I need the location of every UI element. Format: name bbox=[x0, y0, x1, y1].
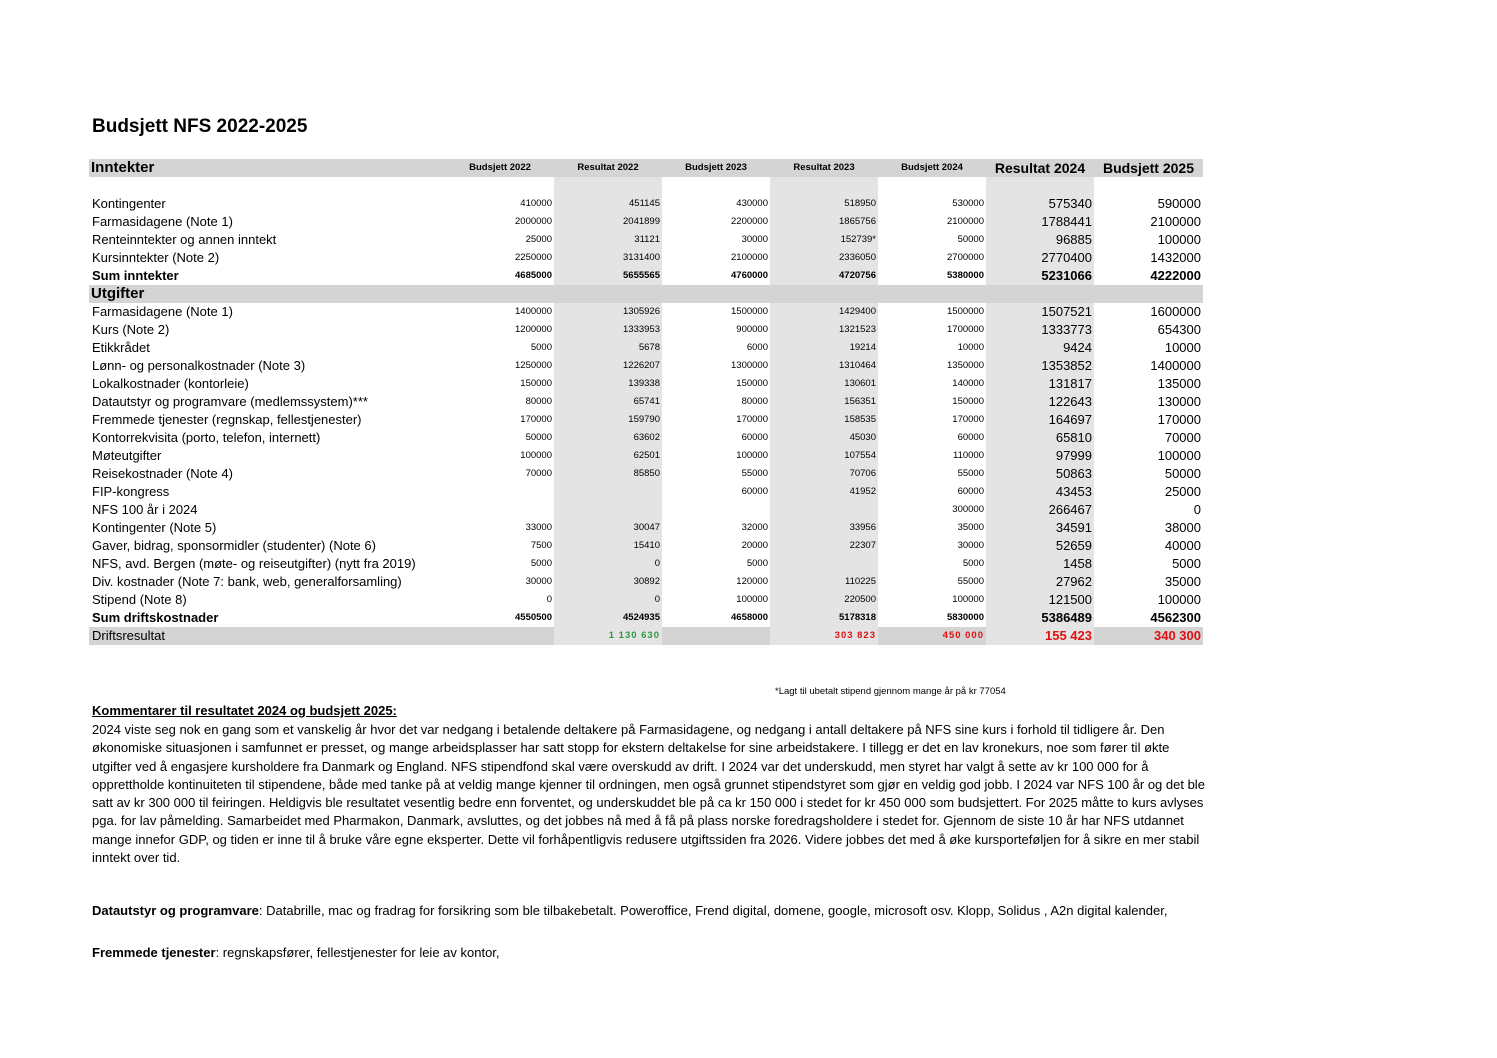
comments-body: 2024 viste seg nok en gang som et vanskelig år hvor det var nedgang i betalende deltakere på Farmasidagene, og nedgang i antall deltakere på NFS sine kurs i forhold til tidligere år. Den økonomiske situasjonen i samfunnet er presset, og mange arbeidsplasser har satt stopp for ekstern deltakelse for sine arbeidstakere. I tillegg er det en lav kronekurs, noe som fører til økte utgifter ved å engasjere kursholdere fra Danmark og England. NFS stipendfond skal være overskudd av drift. I 2024 var det underskudd, men styret har valgt å sette av kr 100 000 for å opprettholde kontinuiteten til stipendene, både med tanke på at veldig mange kjenner til ordningen, men også grunnet stipendstyret som gjør en veldig god jobb. I 2024 var NFS 100 år og det ble satt av kr 300 000 til feiringen. Heldigvis ble resultatet vesentlig bedre enn forventet, og underskuddet ble på ca kr 150 000 i stedet for kr 450 000 som budsjettert. For 2025 måtte to kurs avlyses pga. for lav påmelding. Samarbeidet med Pharmakon, Danmark, avsluttes, og det jobbes nå med å få på plass norske foredragsholdere i stedet for. Gjennom de siste 10 år har NFS utdannet mange innefor GDP, og tiden er inne til å bruke våre egne eksperter. Dette vil forhåpentligvis redusere utgiftssiden fra 2026. Videre jobbes det med å øke kursporteføljen for å sikre en mer stabil inntekt over tid. bbox=[92, 722, 1205, 866]
footnote: *Lagt til ubetalt stipend gjennom mange år på kr 77054 bbox=[775, 686, 1006, 697]
value-cell: 4685000 bbox=[515, 270, 552, 281]
value-cell: 50000 bbox=[957, 234, 984, 245]
value-cell: 60000 bbox=[741, 486, 768, 497]
value-cell: 32000 bbox=[741, 522, 768, 533]
table-row bbox=[89, 591, 1203, 609]
table-row bbox=[89, 249, 1203, 267]
value-cell: 3131400 bbox=[554, 249, 662, 267]
column-header: Budsjett 2022 bbox=[446, 159, 554, 177]
value-cell: 55000 bbox=[741, 468, 768, 479]
value-cell: 170000 bbox=[736, 414, 768, 425]
value-cell: 1333773 bbox=[986, 321, 1094, 339]
value-cell: 63602 bbox=[554, 429, 662, 447]
value-cell: 2100000 bbox=[731, 252, 768, 263]
value-cell: 2250000 bbox=[515, 252, 552, 263]
value-cell: 159790 bbox=[554, 411, 662, 429]
value-cell: 430000 bbox=[736, 198, 768, 209]
row-label: Farmasidagene (Note 1) bbox=[92, 214, 233, 229]
value-cell: 100000 bbox=[952, 594, 984, 605]
value-cell: 4524935 bbox=[554, 609, 662, 627]
value-cell: 590000 bbox=[1157, 196, 1201, 211]
column-header: Budsjett 2025 bbox=[1094, 159, 1203, 177]
column-header: Resultat 2024 bbox=[986, 159, 1094, 177]
table-row bbox=[89, 483, 1203, 501]
value-cell: 60000 bbox=[741, 432, 768, 443]
result-row bbox=[89, 627, 1203, 645]
value-cell: 150000 bbox=[736, 378, 768, 389]
value-cell: 60000 bbox=[957, 432, 984, 443]
row-label: Etikkrådet bbox=[92, 340, 150, 355]
value-cell: 0 bbox=[546, 594, 552, 605]
value-cell: 5000 bbox=[746, 558, 768, 569]
note-text: : regnskapsfører, fellestjenester for leie av kontor, bbox=[215, 945, 500, 960]
section-cell bbox=[446, 285, 554, 303]
note-text: : Databrille, mac og fradrag for forsikring som ble tilbakebetalt. Poweroffice, Frend digital, domene, google, microsoft osv. Klopp, Solidus , A2n digital kalender, bbox=[258, 903, 1168, 918]
value-cell: 1500000 bbox=[947, 306, 984, 317]
value-cell: 50000 bbox=[525, 432, 552, 443]
value-cell: 152739* bbox=[770, 231, 878, 249]
value-cell bbox=[770, 555, 878, 573]
row-label: Lokalkostnader (kontorleie) bbox=[92, 376, 249, 391]
value-cell: 65810 bbox=[986, 429, 1094, 447]
value-cell: 30000 bbox=[957, 540, 984, 551]
value-cell: 1310464 bbox=[770, 357, 878, 375]
note-term: Fremmede tjenester bbox=[92, 945, 216, 960]
row-label: NFS 100 år i 2024 bbox=[92, 502, 198, 517]
row-label: Kontingenter (Note 5) bbox=[92, 520, 217, 535]
row-label: FIP-kongress bbox=[92, 484, 170, 499]
table-row bbox=[89, 573, 1203, 591]
value-cell: 5000 bbox=[530, 558, 552, 569]
value-cell: 40000 bbox=[1164, 538, 1201, 553]
value-cell: 62501 bbox=[554, 447, 662, 465]
row-label: Fremmede tjenester (regnskap, fellestjenester) bbox=[92, 412, 362, 427]
value-cell: 4222000 bbox=[1150, 268, 1201, 283]
row-label: Sum driftskostnader bbox=[92, 610, 219, 625]
value-cell: 1350000 bbox=[947, 360, 984, 371]
table-row bbox=[89, 321, 1203, 339]
table-row bbox=[89, 213, 1203, 231]
table-row bbox=[89, 501, 1203, 519]
value-cell: 43453 bbox=[986, 483, 1094, 501]
value-cell: 55000 bbox=[957, 468, 984, 479]
column-header: Budsjett 2023 bbox=[662, 159, 770, 177]
value-cell: 130601 bbox=[770, 375, 878, 393]
row-label: Møteutgifter bbox=[92, 448, 162, 463]
value-cell: 30000 bbox=[525, 576, 552, 587]
value-cell: 121500 bbox=[986, 591, 1094, 609]
value-cell: 5178318 bbox=[770, 609, 878, 627]
value-cell: 120000 bbox=[736, 576, 768, 587]
value-cell: 110000 bbox=[953, 450, 984, 461]
table-row bbox=[89, 339, 1203, 357]
value-cell: 65741 bbox=[554, 393, 662, 411]
value-cell: 4562300 bbox=[1150, 610, 1201, 625]
row-label: Kursinntekter (Note 2) bbox=[92, 250, 220, 265]
value-cell bbox=[662, 501, 770, 519]
sum-row bbox=[89, 267, 1203, 285]
value-cell: 1429400 bbox=[770, 303, 878, 321]
value-cell: 5830000 bbox=[947, 612, 984, 623]
value-cell: 5678 bbox=[554, 339, 662, 357]
value-cell: 5000 bbox=[530, 342, 552, 353]
value-cell: 45030 bbox=[770, 429, 878, 447]
row-label: Stipend (Note 8) bbox=[92, 592, 187, 607]
value-cell: 170000 bbox=[520, 414, 552, 425]
spacer-cell bbox=[770, 177, 878, 195]
value-cell: 340 300 bbox=[1094, 627, 1203, 645]
value-cell: 100000 bbox=[736, 450, 768, 461]
value-cell: 1250000 bbox=[515, 360, 552, 371]
value-cell: 1200000 bbox=[515, 324, 552, 335]
value-cell: 25000 bbox=[1164, 484, 1201, 499]
value-cell: 300000 bbox=[952, 504, 984, 515]
comments-heading: Kommentarer til resultatet 2024 og budsjett 2025: bbox=[92, 703, 397, 718]
table-row bbox=[89, 555, 1203, 573]
spacer-cell bbox=[662, 177, 770, 195]
table-row bbox=[89, 429, 1203, 447]
value-cell: 33000 bbox=[525, 522, 552, 533]
table-row bbox=[89, 195, 1203, 213]
value-cell: 2336050 bbox=[770, 249, 878, 267]
value-cell: 97999 bbox=[986, 447, 1094, 465]
value-cell: 266467 bbox=[986, 501, 1094, 519]
value-cell: 139338 bbox=[554, 375, 662, 393]
value-cell: 100000 bbox=[736, 594, 768, 605]
value-cell: 1432000 bbox=[1150, 250, 1201, 265]
value-cell: 1865756 bbox=[770, 213, 878, 231]
table-row bbox=[89, 411, 1203, 429]
value-cell: 100000 bbox=[1157, 448, 1201, 463]
section-title-inntekter: Inntekter bbox=[89, 159, 446, 177]
page-title: Budsjett NFS 2022-2025 bbox=[92, 116, 308, 137]
value-cell: 27962 bbox=[986, 573, 1094, 591]
value-cell: 5231066 bbox=[986, 267, 1094, 285]
value-cell bbox=[770, 501, 878, 519]
value-cell: 303 823 bbox=[770, 627, 878, 645]
value-cell: 0 bbox=[1193, 502, 1201, 517]
row-label: NFS, avd. Bergen (møte- og reiseutgifter) (nytt fra 2019) bbox=[92, 556, 416, 571]
value-cell: 1300000 bbox=[731, 360, 768, 371]
value-cell bbox=[446, 501, 554, 519]
note-fremmede-tjenester bbox=[92, 944, 1212, 961]
value-cell: 1600000 bbox=[1150, 304, 1201, 319]
value-cell: 530000 bbox=[952, 198, 984, 209]
value-cell: 60000 bbox=[957, 486, 984, 497]
column-header: Resultat 2023 bbox=[770, 159, 878, 177]
value-cell: 158535 bbox=[770, 411, 878, 429]
value-cell: 55000 bbox=[957, 576, 984, 587]
value-cell: 4720756 bbox=[770, 267, 878, 285]
value-cell: 170000 bbox=[1157, 412, 1201, 427]
value-cell: 6000 bbox=[746, 342, 768, 353]
value-cell: 900000 bbox=[736, 324, 768, 335]
value-cell: 4658000 bbox=[731, 612, 768, 623]
section-cell bbox=[770, 285, 878, 303]
row-label: Kontingenter bbox=[92, 196, 166, 211]
value-cell: 2100000 bbox=[1150, 214, 1201, 229]
value-cell: 2700000 bbox=[947, 252, 984, 263]
value-cell: 150000 bbox=[520, 378, 552, 389]
value-cell: 518950 bbox=[770, 195, 878, 213]
value-cell: 156351 bbox=[770, 393, 878, 411]
value-cell: 30000 bbox=[741, 234, 768, 245]
value-cell: 50863 bbox=[986, 465, 1094, 483]
section-row-utgifter bbox=[89, 285, 1203, 303]
header-row bbox=[89, 159, 1203, 177]
value-cell bbox=[446, 627, 554, 645]
value-cell: 150000 bbox=[952, 396, 984, 407]
value-cell: 4550500 bbox=[515, 612, 552, 623]
column-header: Resultat 2022 bbox=[554, 159, 662, 177]
note-term: Datautstyr og programvare bbox=[92, 903, 259, 918]
table-row bbox=[89, 231, 1203, 249]
value-cell: 450 000 bbox=[878, 627, 986, 645]
row-label: Gaver, bidrag, sponsormidler (studenter) (Note 6) bbox=[92, 538, 376, 553]
value-cell: 35000 bbox=[957, 522, 984, 533]
spacer-cell bbox=[446, 177, 554, 195]
value-cell: 140000 bbox=[952, 378, 984, 389]
value-cell bbox=[554, 483, 662, 501]
section-cell bbox=[554, 285, 662, 303]
value-cell: 451145 bbox=[554, 195, 662, 213]
value-cell: 20000 bbox=[741, 540, 768, 551]
spacer-cell bbox=[878, 177, 986, 195]
value-cell: 34591 bbox=[986, 519, 1094, 537]
spacer-cell bbox=[1094, 177, 1203, 195]
value-cell: 22307 bbox=[770, 537, 878, 555]
value-cell: 19214 bbox=[770, 339, 878, 357]
section-title-utgifter: Utgifter bbox=[89, 285, 446, 303]
section-cell bbox=[1094, 285, 1203, 303]
value-cell: 131817 bbox=[986, 375, 1094, 393]
value-cell: 5380000 bbox=[947, 270, 984, 281]
value-cell: 30892 bbox=[554, 573, 662, 591]
value-cell: 35000 bbox=[1164, 574, 1201, 589]
value-cell: 96885 bbox=[986, 231, 1094, 249]
value-cell: 70000 bbox=[1164, 430, 1201, 445]
value-cell: 15410 bbox=[554, 537, 662, 555]
value-cell: 0 bbox=[554, 555, 662, 573]
value-cell: 100000 bbox=[520, 450, 552, 461]
value-cell: 1226207 bbox=[554, 357, 662, 375]
value-cell: 52659 bbox=[986, 537, 1094, 555]
value-cell: 1 130 630 bbox=[554, 627, 662, 645]
value-cell: 5386489 bbox=[986, 609, 1094, 627]
value-cell: 1305926 bbox=[554, 303, 662, 321]
row-label: Datautstyr og programvare (medlemssystem)*** bbox=[92, 394, 368, 409]
value-cell: 1700000 bbox=[947, 324, 984, 335]
section-cell bbox=[878, 285, 986, 303]
section-cell bbox=[986, 285, 1094, 303]
value-cell: 170000 bbox=[952, 414, 984, 425]
value-cell: 33956 bbox=[770, 519, 878, 537]
value-cell: 1321523 bbox=[770, 321, 878, 339]
value-cell bbox=[662, 627, 770, 645]
value-cell: 2100000 bbox=[947, 216, 984, 227]
value-cell bbox=[446, 483, 554, 501]
value-cell: 220500 bbox=[770, 591, 878, 609]
spacer-row bbox=[89, 177, 1203, 195]
value-cell: 38000 bbox=[1164, 520, 1201, 535]
value-cell: 130000 bbox=[1157, 394, 1201, 409]
table-row bbox=[89, 393, 1203, 411]
value-cell: 2770400 bbox=[986, 249, 1094, 267]
row-label: Kurs (Note 2) bbox=[92, 322, 170, 337]
row-label: Div. kostnader (Note 7: bank, web, generalforsamling) bbox=[92, 574, 402, 589]
value-cell: 1458 bbox=[986, 555, 1094, 573]
value-cell: 575340 bbox=[986, 195, 1094, 213]
value-cell: 2200000 bbox=[731, 216, 768, 227]
table-row bbox=[89, 537, 1203, 555]
value-cell: 100000 bbox=[1157, 232, 1201, 247]
value-cell: 110225 bbox=[770, 573, 878, 591]
value-cell: 10000 bbox=[957, 342, 984, 353]
note-datautstyr bbox=[92, 902, 1212, 919]
table-row bbox=[89, 303, 1203, 321]
column-header: Budsjett 2024 bbox=[878, 159, 986, 177]
spacer-cell bbox=[89, 177, 446, 195]
value-cell: 5000 bbox=[962, 558, 984, 569]
value-cell: 410000 bbox=[520, 198, 552, 209]
value-cell: 135000 bbox=[1157, 376, 1201, 391]
value-cell bbox=[554, 501, 662, 519]
row-label: Sum inntekter bbox=[92, 268, 179, 283]
value-cell: 107554 bbox=[770, 447, 878, 465]
budget-table bbox=[89, 159, 1203, 645]
value-cell: 25000 bbox=[525, 234, 552, 245]
value-cell: 30047 bbox=[554, 519, 662, 537]
value-cell: 80000 bbox=[525, 396, 552, 407]
value-cell: 1333953 bbox=[554, 321, 662, 339]
table-row bbox=[89, 465, 1203, 483]
value-cell: 122643 bbox=[986, 393, 1094, 411]
value-cell: 1400000 bbox=[1150, 358, 1201, 373]
row-label: Driftsresultat bbox=[89, 627, 446, 645]
table-row bbox=[89, 447, 1203, 465]
value-cell: 50000 bbox=[1164, 466, 1201, 481]
value-cell: 100000 bbox=[1157, 592, 1201, 607]
row-label: Kontorrekvisita (porto, telefon, internett) bbox=[92, 430, 321, 445]
value-cell: 9424 bbox=[986, 339, 1094, 357]
value-cell: 70000 bbox=[525, 468, 552, 479]
value-cell: 164697 bbox=[986, 411, 1094, 429]
spacer-cell bbox=[554, 177, 662, 195]
row-label: Lønn- og personalkostnader (Note 3) bbox=[92, 358, 306, 373]
value-cell: 7500 bbox=[530, 540, 552, 551]
value-cell: 4760000 bbox=[731, 270, 768, 281]
section-cell bbox=[662, 285, 770, 303]
value-cell: 1500000 bbox=[731, 306, 768, 317]
value-cell: 2000000 bbox=[515, 216, 552, 227]
value-cell: 5000 bbox=[1172, 556, 1201, 571]
row-label: Renteinntekter og annen inntekt bbox=[92, 232, 277, 247]
value-cell: 85850 bbox=[554, 465, 662, 483]
value-cell: 1788441 bbox=[986, 213, 1094, 231]
row-label: Farmasidagene (Note 1) bbox=[92, 304, 233, 319]
value-cell: 1507521 bbox=[986, 303, 1094, 321]
table-row bbox=[89, 357, 1203, 375]
value-cell: 10000 bbox=[1164, 340, 1201, 355]
value-cell: 5655565 bbox=[554, 267, 662, 285]
value-cell: 1400000 bbox=[515, 306, 552, 317]
value-cell: 70706 bbox=[770, 465, 878, 483]
row-label: Reisekostnader (Note 4) bbox=[92, 466, 233, 481]
table-row bbox=[89, 519, 1203, 537]
table-row bbox=[89, 375, 1203, 393]
value-cell: 80000 bbox=[741, 396, 768, 407]
value-cell: 0 bbox=[554, 591, 662, 609]
value-cell: 155 423 bbox=[986, 627, 1094, 645]
value-cell: 654300 bbox=[1157, 322, 1201, 337]
value-cell: 1353852 bbox=[986, 357, 1094, 375]
value-cell: 2041899 bbox=[554, 213, 662, 231]
value-cell: 31121 bbox=[554, 231, 662, 249]
sum-row bbox=[89, 609, 1203, 627]
value-cell: 41952 bbox=[770, 483, 878, 501]
spacer-cell bbox=[986, 177, 1094, 195]
